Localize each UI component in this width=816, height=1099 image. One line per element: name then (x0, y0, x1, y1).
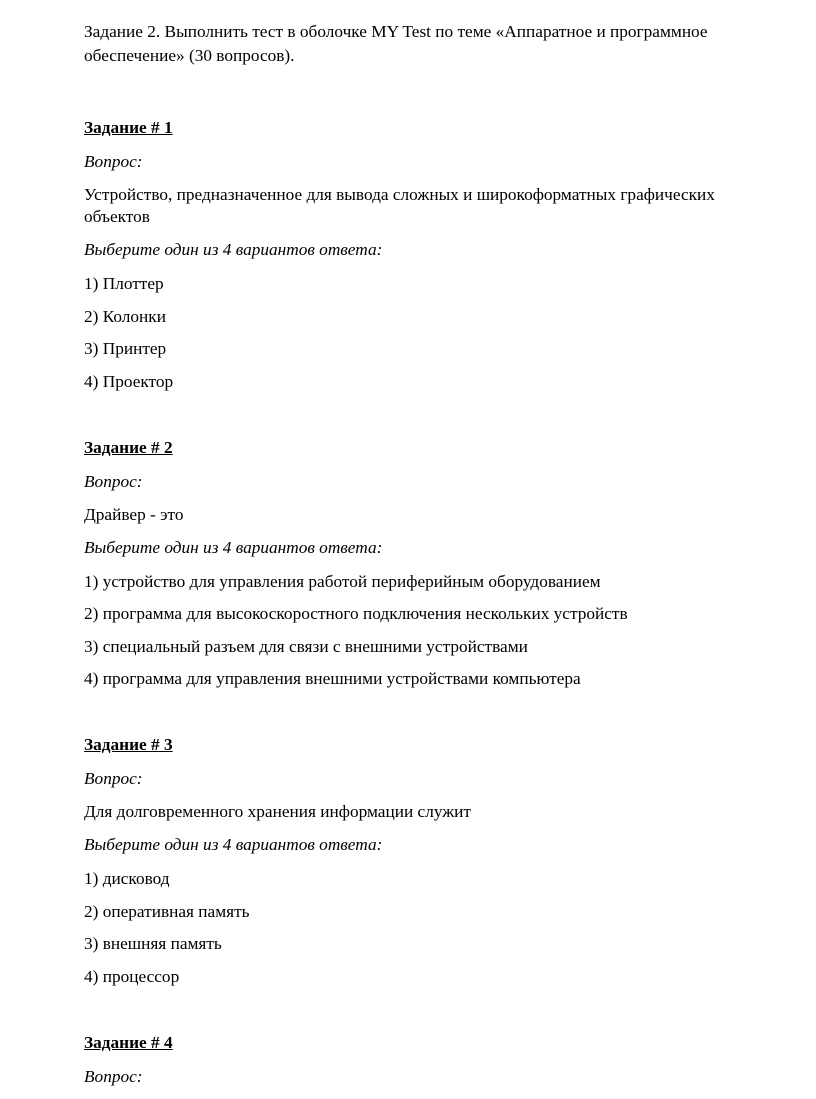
intro-text: Задание 2. Выполнить тест в оболочке MY Test по теме «Аппаратное и программное обеспечение» (30 вопросов). (84, 22, 708, 65)
answer-option: 2) Колонки (84, 306, 166, 326)
question-label: Вопрос: (84, 1066, 143, 1086)
task-3 (84, 733, 774, 989)
question-text: Для долговременного хранения информации служит (84, 802, 471, 821)
task-1 (84, 116, 774, 394)
answer-options (84, 570, 774, 692)
question-label: Вопрос: (84, 152, 143, 171)
answer-option: 1) устройство для управления работой периферийным оборудованием (84, 571, 601, 591)
answer-option: 4) программа для управления внешними устройствами компьютера (84, 669, 581, 688)
question-label: Вопрос: (84, 769, 143, 788)
answer-option: 4) процессор (84, 966, 180, 986)
answer-option: 3) специальный разъем для связи с внешними устройствами (84, 636, 528, 656)
task-title: Задание # 2 (84, 437, 173, 457)
answer-option: 1) дисковод (84, 869, 170, 888)
answer-option: 3) Принтер (84, 339, 167, 358)
answer-option: 2) программа для высокоскоростного подключения нескольких устройств (84, 604, 628, 623)
task-2 (84, 436, 774, 692)
question-text: Устройство, предназначенное для вывода сложных и широкоформатных графических объектов (84, 185, 715, 226)
answer-prompt: Выберите один из 4 вариантов ответа: (84, 537, 383, 557)
answer-prompt: Выберите один из 4 вариантов ответа: (84, 240, 383, 259)
answer-option: 2) оперативная память (84, 901, 250, 921)
task-4 (84, 1031, 774, 1089)
answer-option: 1) Плоттер (84, 274, 164, 293)
answer-prompt: Выберите один из 4 вариантов ответа: (84, 835, 383, 854)
answer-option: 4) Проектор (84, 371, 174, 391)
answer-option: 3) внешняя память (84, 934, 222, 953)
answer-options (84, 272, 774, 394)
task-title: Задание # 1 (84, 118, 173, 137)
answer-options (84, 867, 774, 989)
question-label: Вопрос: (84, 471, 143, 491)
task-title: Задание # 3 (84, 735, 173, 754)
document-page (84, 20, 774, 1099)
question-text: Драйвер - это (84, 504, 184, 524)
task-title: Задание # 4 (84, 1032, 173, 1052)
